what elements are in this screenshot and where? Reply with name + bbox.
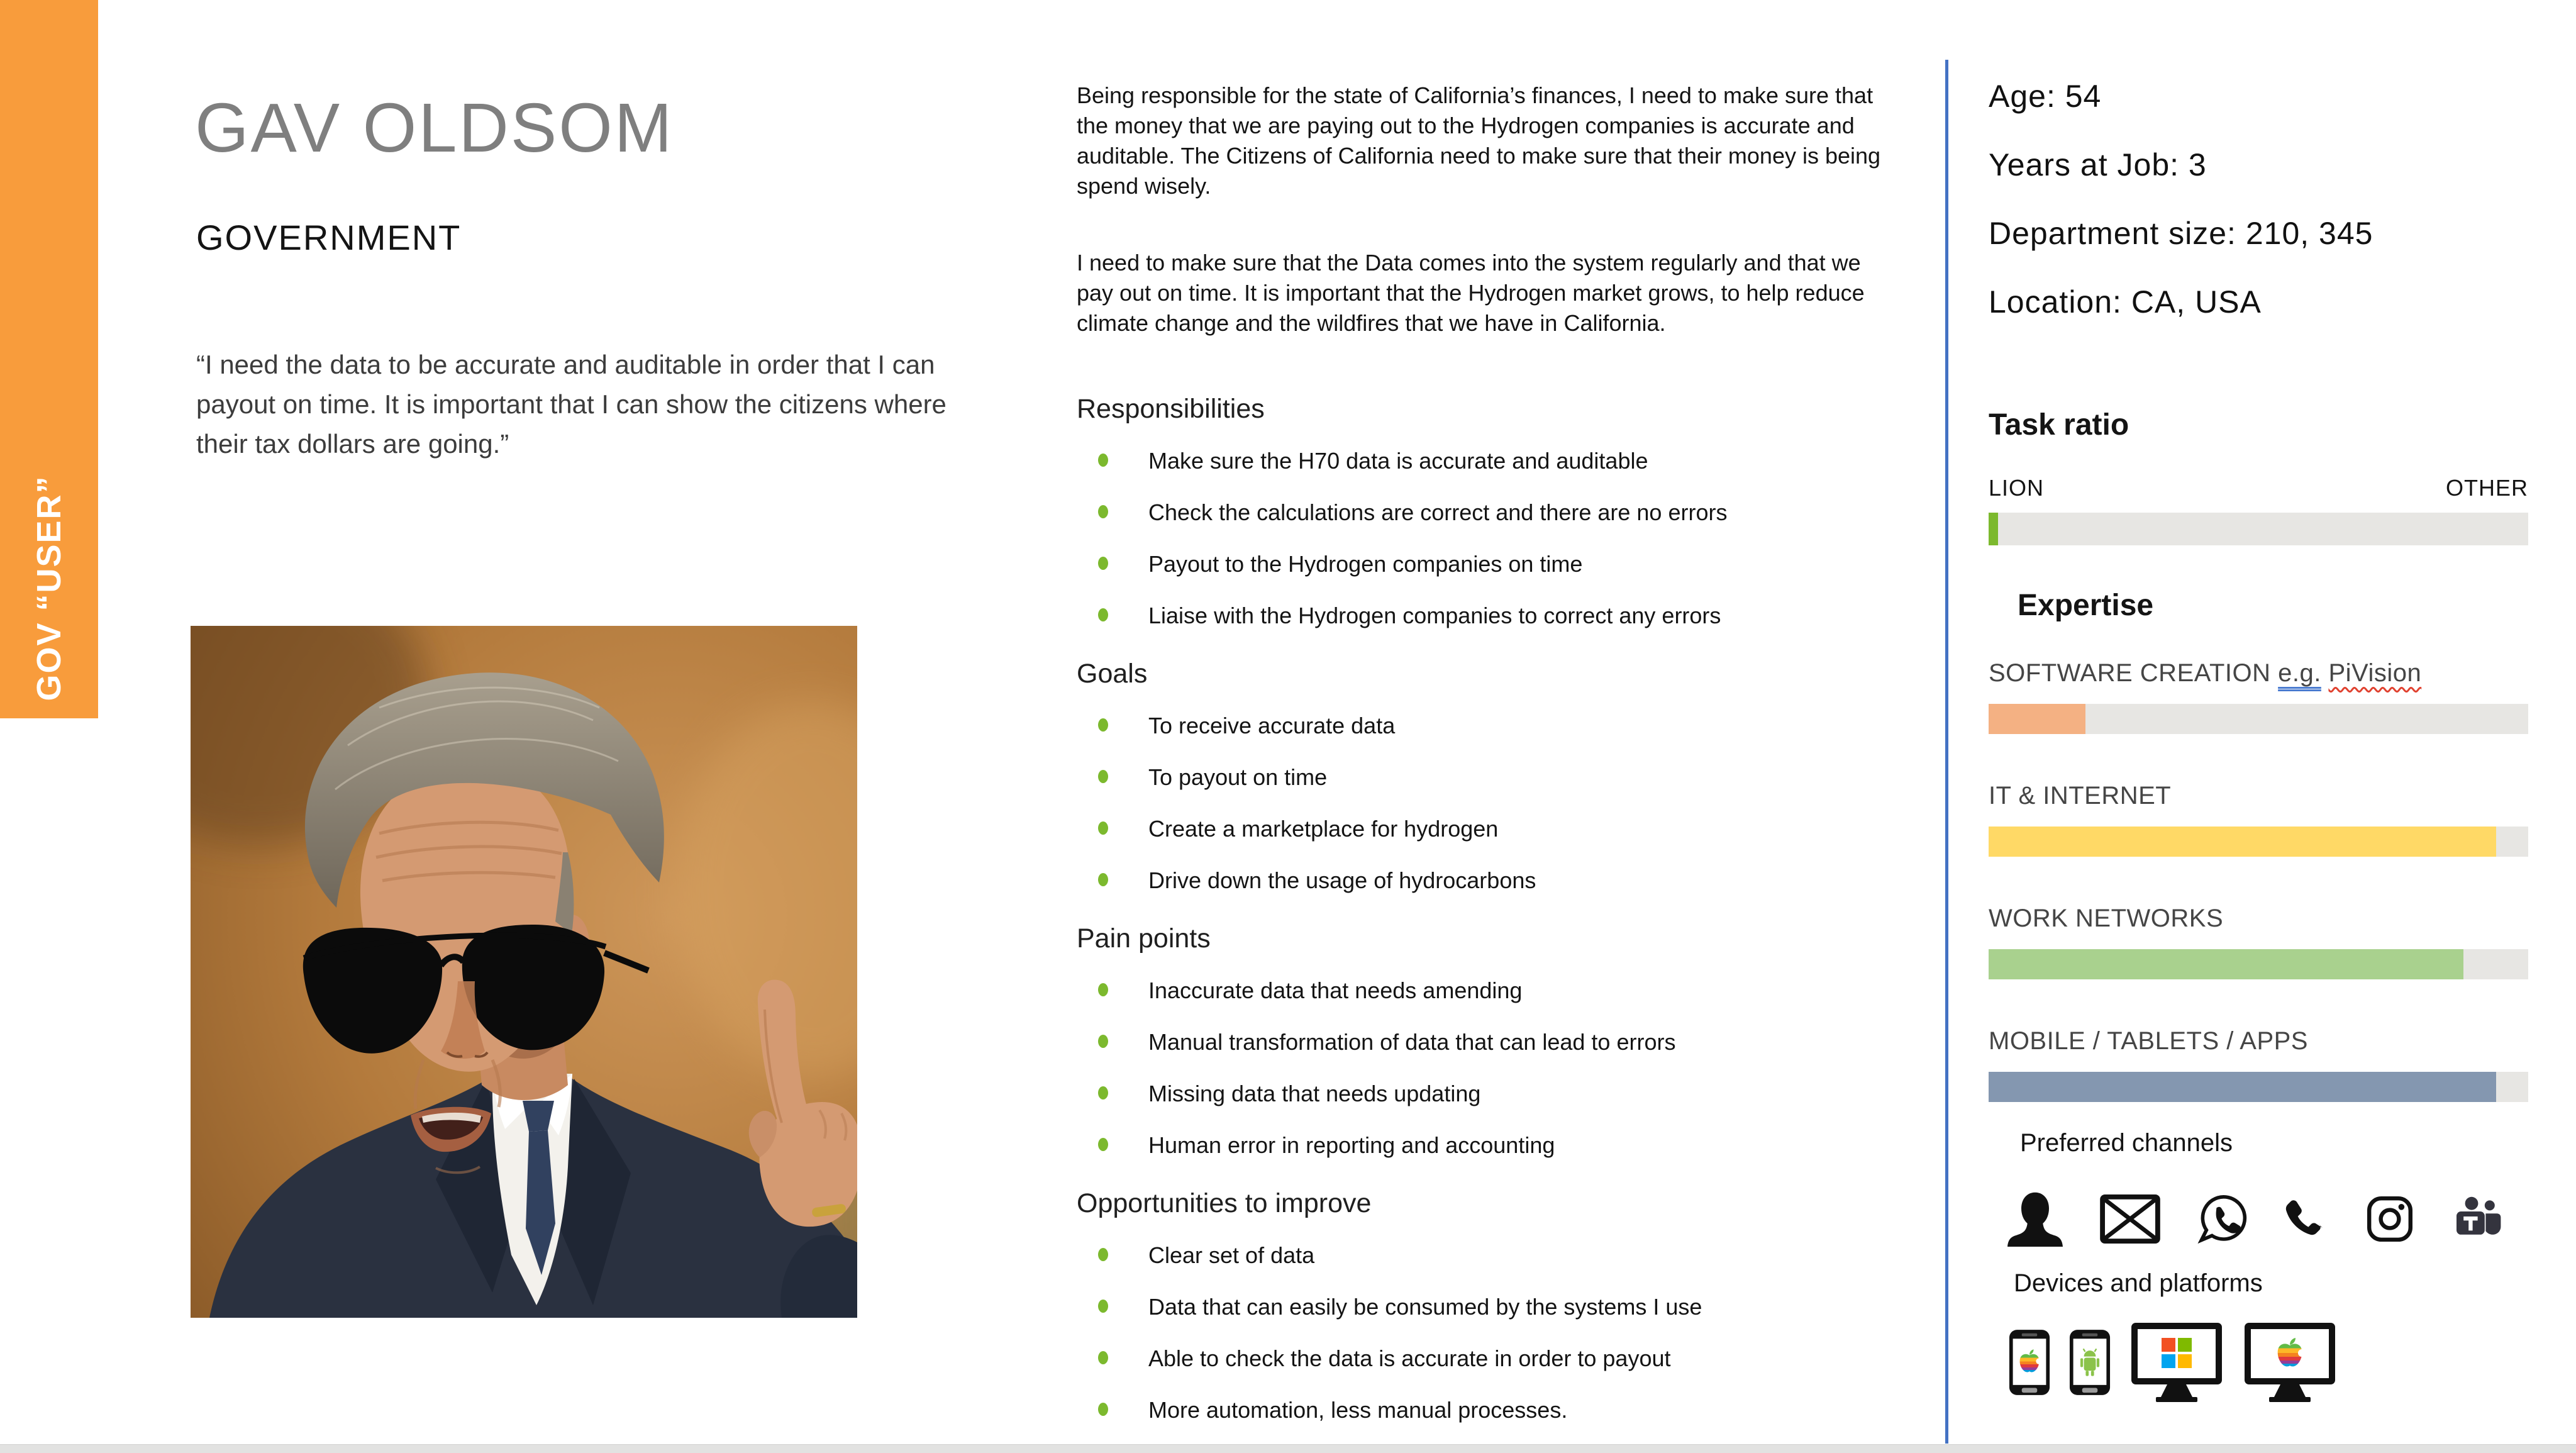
bullet-item [1077, 550, 1889, 578]
bullet-icon [1098, 505, 1108, 518]
profile-facts [1989, 81, 2528, 355]
persona-tag-label: GOV “USER” [30, 475, 68, 701]
expertise-bar-track [1989, 704, 2528, 734]
bullet-icon [1098, 1351, 1108, 1364]
teams-icon [2451, 1196, 2502, 1242]
persona-section [1077, 394, 1889, 630]
bullet-icon [1098, 1035, 1108, 1048]
bullet-text: To receive accurate data [1148, 713, 1396, 738]
persona-photo [191, 626, 857, 1318]
section-title: Goals [1077, 659, 1148, 689]
persona-role: GOVERNMENT [196, 218, 462, 257]
task-ratio-block [1989, 408, 2528, 545]
bullet-item [1077, 602, 1889, 630]
bullet-text: Human error in reporting and accounting [1148, 1132, 1555, 1158]
profile-label: Location: [1989, 284, 2131, 320]
persona-name: GAV OLDSOM [195, 89, 674, 167]
expertise-label: IT & INTERNET [1989, 782, 2172, 810]
bullet-item [1077, 1132, 1889, 1159]
bullet-icon [1098, 1086, 1108, 1099]
expertise-item [1989, 659, 2528, 734]
section-title: Pain points [1077, 923, 1211, 954]
bullet-icon [1098, 1300, 1108, 1313]
bullet-item [1077, 867, 1889, 894]
expertise-label: MOBILE / TABLETS / APPS [1989, 1027, 2308, 1055]
bullet-icon [1098, 1138, 1108, 1151]
expertise-bar-fill [1989, 704, 2085, 734]
bullet-item [1077, 815, 1889, 843]
instagram-icon [2365, 1194, 2415, 1244]
expertise-item [1989, 782, 2528, 857]
bullet-item [1077, 977, 1889, 1005]
task-ratio-left-label: LION [1989, 475, 2045, 501]
bullet-icon [1098, 770, 1108, 783]
bullet-text: Data that can easily be consumed by the systems I use [1148, 1294, 1702, 1320]
profile-item [1989, 218, 2528, 249]
bullet-text: Inaccurate data that needs amending [1148, 977, 1523, 1003]
bullet-item [1077, 1080, 1889, 1108]
section-title: Opportunities to improve [1077, 1188, 1372, 1218]
devices-block [1989, 1269, 2542, 1403]
bullet-icon [1098, 1403, 1108, 1416]
expertise-list [1989, 659, 2528, 1102]
profile-value: CA, USA [2131, 284, 2262, 320]
person-icon [2007, 1189, 2063, 1249]
expertise-bar-fill [1989, 949, 2463, 979]
spellcheck-text: PiVision [2328, 659, 2422, 687]
bullet-item [1077, 1242, 1889, 1269]
bullet-icon [1098, 718, 1108, 732]
expertise-bar-fill [1989, 1072, 2496, 1102]
bullet-text: Liaise with the Hydrogen companies to correct any errors [1148, 603, 1721, 628]
expertise-label: SOFTWARE CREATION e.g. PiVision [1989, 659, 2422, 687]
device-icon-row [1989, 1322, 2542, 1403]
bullet-text: Clear set of data [1148, 1242, 1315, 1268]
expertise-item [1989, 905, 2528, 979]
persona-quote: “I need the data to be accurate and auditable in order that I can payout on time. It is important that I can show the citizens where their tax dollars are going.” [196, 350, 947, 459]
bullet-text: More automation, less manual processes. [1148, 1397, 1568, 1423]
bullet-item [1077, 1293, 1889, 1321]
bullet-text: Manual transformation of data that can lead to errors [1148, 1029, 1676, 1055]
bullet-item [1077, 1028, 1889, 1056]
profile-label: Age: [1989, 79, 2065, 114]
section-title: Responsibilities [1077, 394, 1265, 424]
expertise-bar-track [1989, 949, 2528, 979]
phone-icon [2284, 1197, 2328, 1241]
preferred-channels-title: Preferred channels [2020, 1129, 2233, 1157]
whatsapp-icon [2197, 1194, 2248, 1244]
iphone-icon [2009, 1328, 2050, 1396]
about-paragraph: Being responsible for the state of California’s finances, I need to make sure that the money that we are paying out to the Hydrogen companies is accurate and auditable. The Citizens of California need to make sure that their money is being spend wisely. [1077, 82, 1881, 199]
expertise-label: WORK NETWORKS [1989, 905, 2224, 932]
bullet-text: Missing data that needs updating [1148, 1081, 1481, 1106]
bullet-text: Payout to the Hydrogen companies on time [1148, 551, 1583, 577]
grammar-check-text: e.g. [2278, 659, 2321, 687]
bullet-item [1077, 1396, 1889, 1424]
bullet-item [1077, 712, 1889, 740]
profile-value: 54 [2065, 79, 2102, 114]
devices-title: Devices and platforms [2014, 1269, 2263, 1297]
bullet-icon [1098, 1248, 1108, 1261]
task-ratio-bar-track [1989, 513, 2528, 545]
bullet-text: Check the calculations are correct and there are no errors [1148, 499, 1728, 525]
bullet-text: Able to check the data is accurate in order to payout [1148, 1345, 1671, 1371]
persona-section [1077, 923, 1889, 1159]
expertise-block [1989, 588, 2528, 1150]
expertise-title: Expertise [2018, 589, 2154, 622]
window-edge [0, 1444, 2576, 1453]
profile-item [1989, 149, 2528, 181]
expertise-bar-track [1989, 1072, 2528, 1102]
profile-item [1989, 286, 2528, 318]
bullet-text: To payout on time [1148, 764, 1328, 790]
bullet-item [1077, 764, 1889, 791]
email-icon [2099, 1194, 2161, 1244]
about-paragraph: I need to make sure that the Data comes into the system regularly and that we pay out on time. It is important that the Hydrogen market grows, to help reduce climate change and the wildfires that we have in California. [1077, 250, 1865, 336]
task-ratio-right-label: OTHER [2446, 475, 2528, 501]
persona-section [1077, 659, 1889, 894]
task-ratio-title: Task ratio [1989, 408, 2129, 442]
bullet-item [1077, 1345, 1889, 1372]
left-accent-bar [0, 0, 98, 718]
bullet-text: Make sure the H70 data is accurate and auditable [1148, 448, 1648, 474]
bullet-icon [1098, 557, 1108, 570]
profile-value: 3 [2188, 147, 2207, 182]
task-ratio-fill [1989, 513, 1998, 545]
bullet-icon [1098, 983, 1108, 996]
expertise-bar-fill [1989, 827, 2496, 857]
bullet-icon [1098, 873, 1108, 886]
profile-label: Years at Job: [1989, 147, 2189, 182]
section-list [1077, 394, 1889, 1424]
bullet-icon [1098, 454, 1108, 467]
bullet-item [1077, 499, 1889, 526]
channel-icon-row [1989, 1189, 2542, 1249]
bullet-text: Create a marketplace for hydrogen [1148, 816, 1499, 842]
profile-label: Department size: [1989, 216, 2246, 251]
bullet-icon [1098, 821, 1108, 835]
preferred-channels-block [1989, 1129, 2542, 1249]
expertise-bar-track [1989, 827, 2528, 857]
android-phone-icon [2069, 1328, 2111, 1396]
expertise-item [1989, 1027, 2528, 1102]
mac-desktop-icon [2243, 1322, 2337, 1403]
bullet-item [1077, 447, 1889, 475]
bullet-icon [1098, 608, 1108, 621]
bullet-text: Drive down the usage of hydrocarbons [1148, 867, 1536, 893]
profile-item [1989, 81, 2528, 112]
column-divider [1945, 60, 1948, 1444]
persona-details [1077, 81, 1889, 1453]
profile-value: 210, 345 [2245, 216, 2373, 251]
persona-section [1077, 1188, 1889, 1424]
windows-desktop-icon [2129, 1322, 2224, 1403]
